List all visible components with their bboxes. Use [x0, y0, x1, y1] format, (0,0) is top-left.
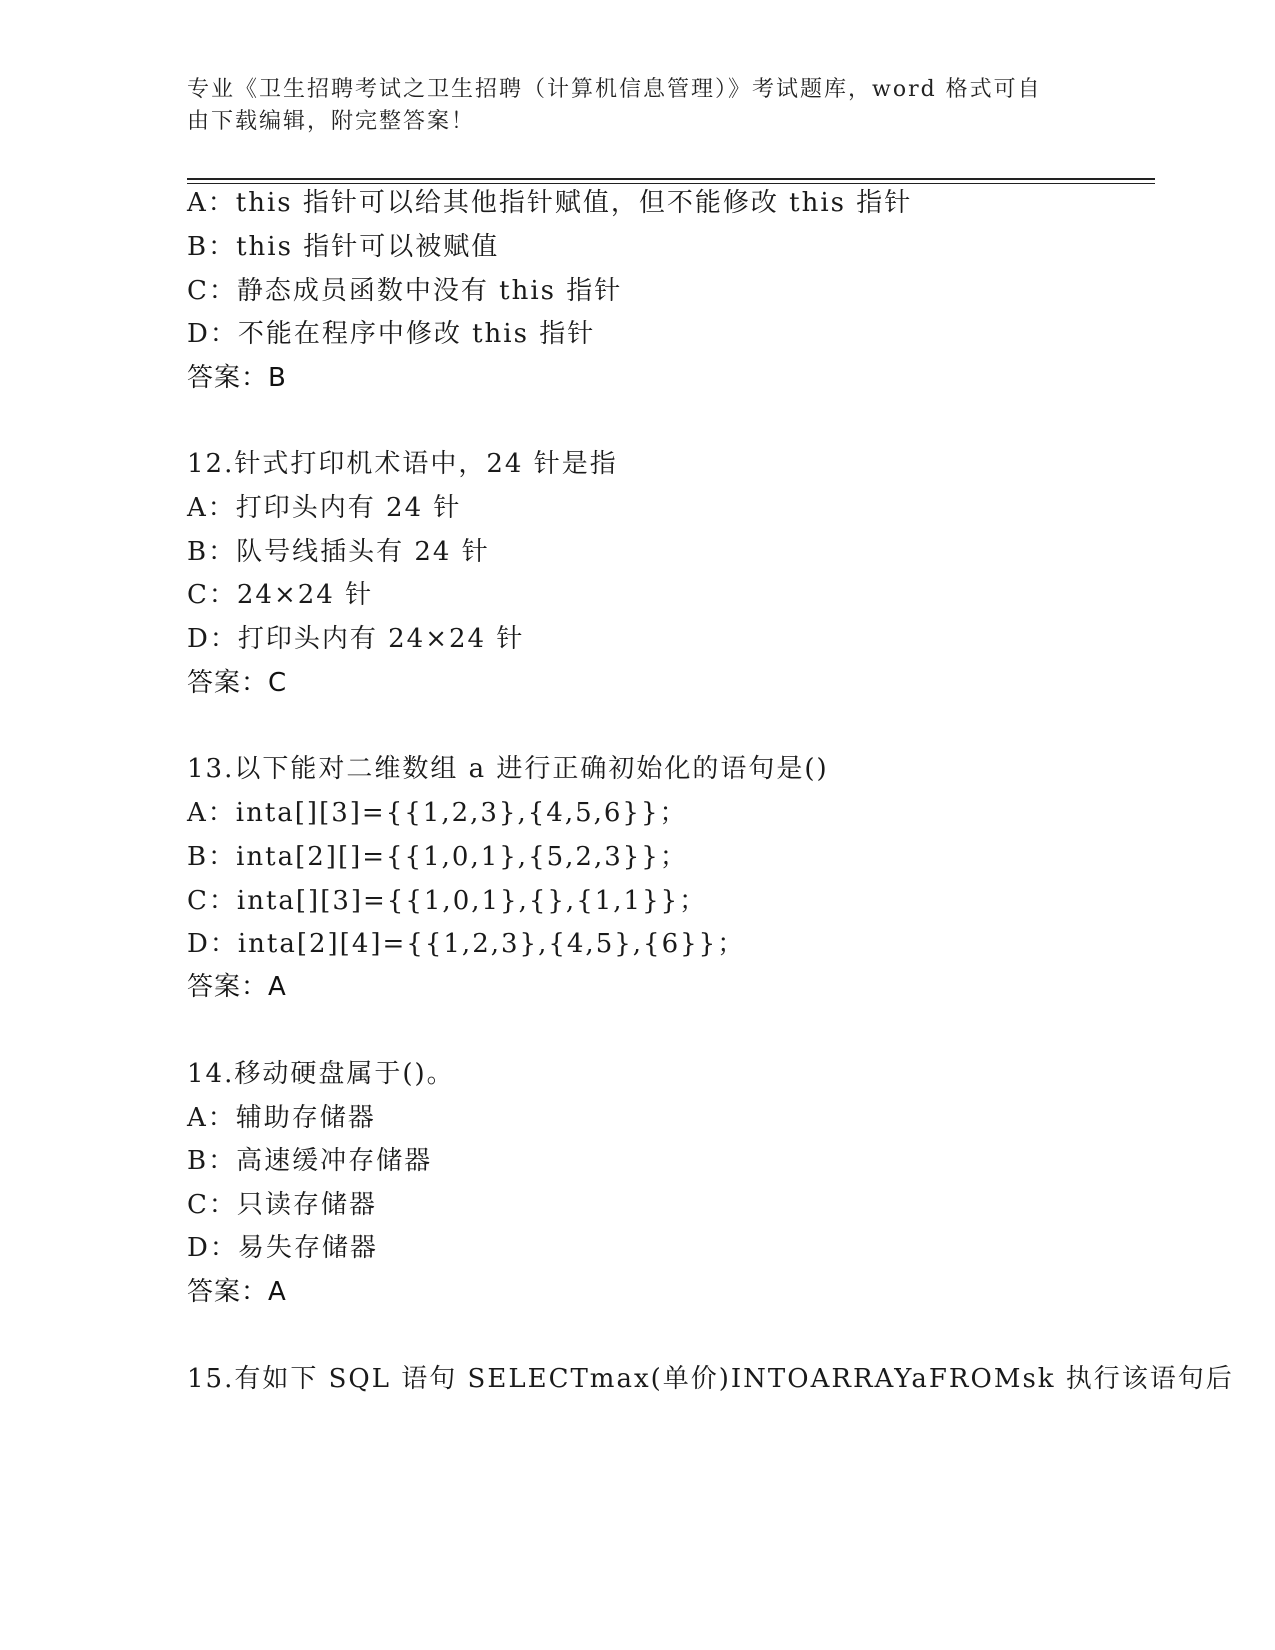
q12-option-a: A：打印头内有 24 针 — [187, 493, 462, 523]
q14-answer: 答案：A — [187, 1277, 287, 1307]
header-divider-thick — [187, 178, 1155, 180]
header-line-2: 由下载编辑，附完整答案！ — [187, 109, 476, 134]
q13-option-d: D：inta[2][4]={{1,2,3},{4,5},{6}}； — [187, 929, 746, 959]
q13-option-a: A：inta[][3]={{1,2,3},{4,5,6}}； — [187, 798, 688, 828]
q14-option-a: A：辅助存储器 — [187, 1103, 376, 1133]
q13-option-c: C：inta[][3]={{1,0,1},{},{1,1}}； — [187, 886, 708, 916]
q11-option-b: B：this 指针可以被赋值 — [187, 232, 500, 262]
q14-option-d: D：易失存储器 — [187, 1233, 378, 1263]
document-header — [187, 74, 1067, 138]
q12-question: 12.针式打印机术语中，24 针是指 — [187, 449, 618, 479]
q12-option-b: B：队号线插头有 24 针 — [187, 537, 490, 567]
q15-question: 15.有如下 SQL 语句 SELECTmax(单价)INTOARRAYaFROMsk 执行该语句后 — [187, 1364, 1234, 1394]
q11-option-c: C：静态成员函数中没有 this 指针 — [187, 276, 623, 306]
q12-option-d: D：打印头内有 24×24 针 — [187, 624, 525, 654]
q12-option-c: C：24×24 针 — [187, 580, 374, 610]
q12-answer: 答案：C — [187, 668, 288, 698]
q13-question: 13.以下能对二维数组 a 进行正确初始化的语句是() — [187, 754, 829, 784]
q14-option-b: B：高速缓冲存储器 — [187, 1146, 433, 1176]
header-divider-thin — [187, 183, 1155, 184]
q11-option-d: D：不能在程序中修改 this 指针 — [187, 319, 596, 349]
q14-option-c: C：只读存储器 — [187, 1190, 377, 1220]
q11-answer: 答案：B — [187, 363, 287, 393]
q13-answer: 答案：A — [187, 972, 287, 1002]
header-line-1: 专业《卫生招聘考试之卫生招聘（计算机信息管理）》考试题库，word 格式可自 — [187, 77, 1042, 102]
q13-option-b: B：inta[2][]={{1,0,1},{5,2,3}}； — [187, 842, 688, 872]
q11-option-a: A：this 指针可以给其他指针赋值，但不能修改 this 指针 — [187, 188, 913, 218]
q14-question: 14.移动硬盘属于()。 — [187, 1059, 455, 1089]
